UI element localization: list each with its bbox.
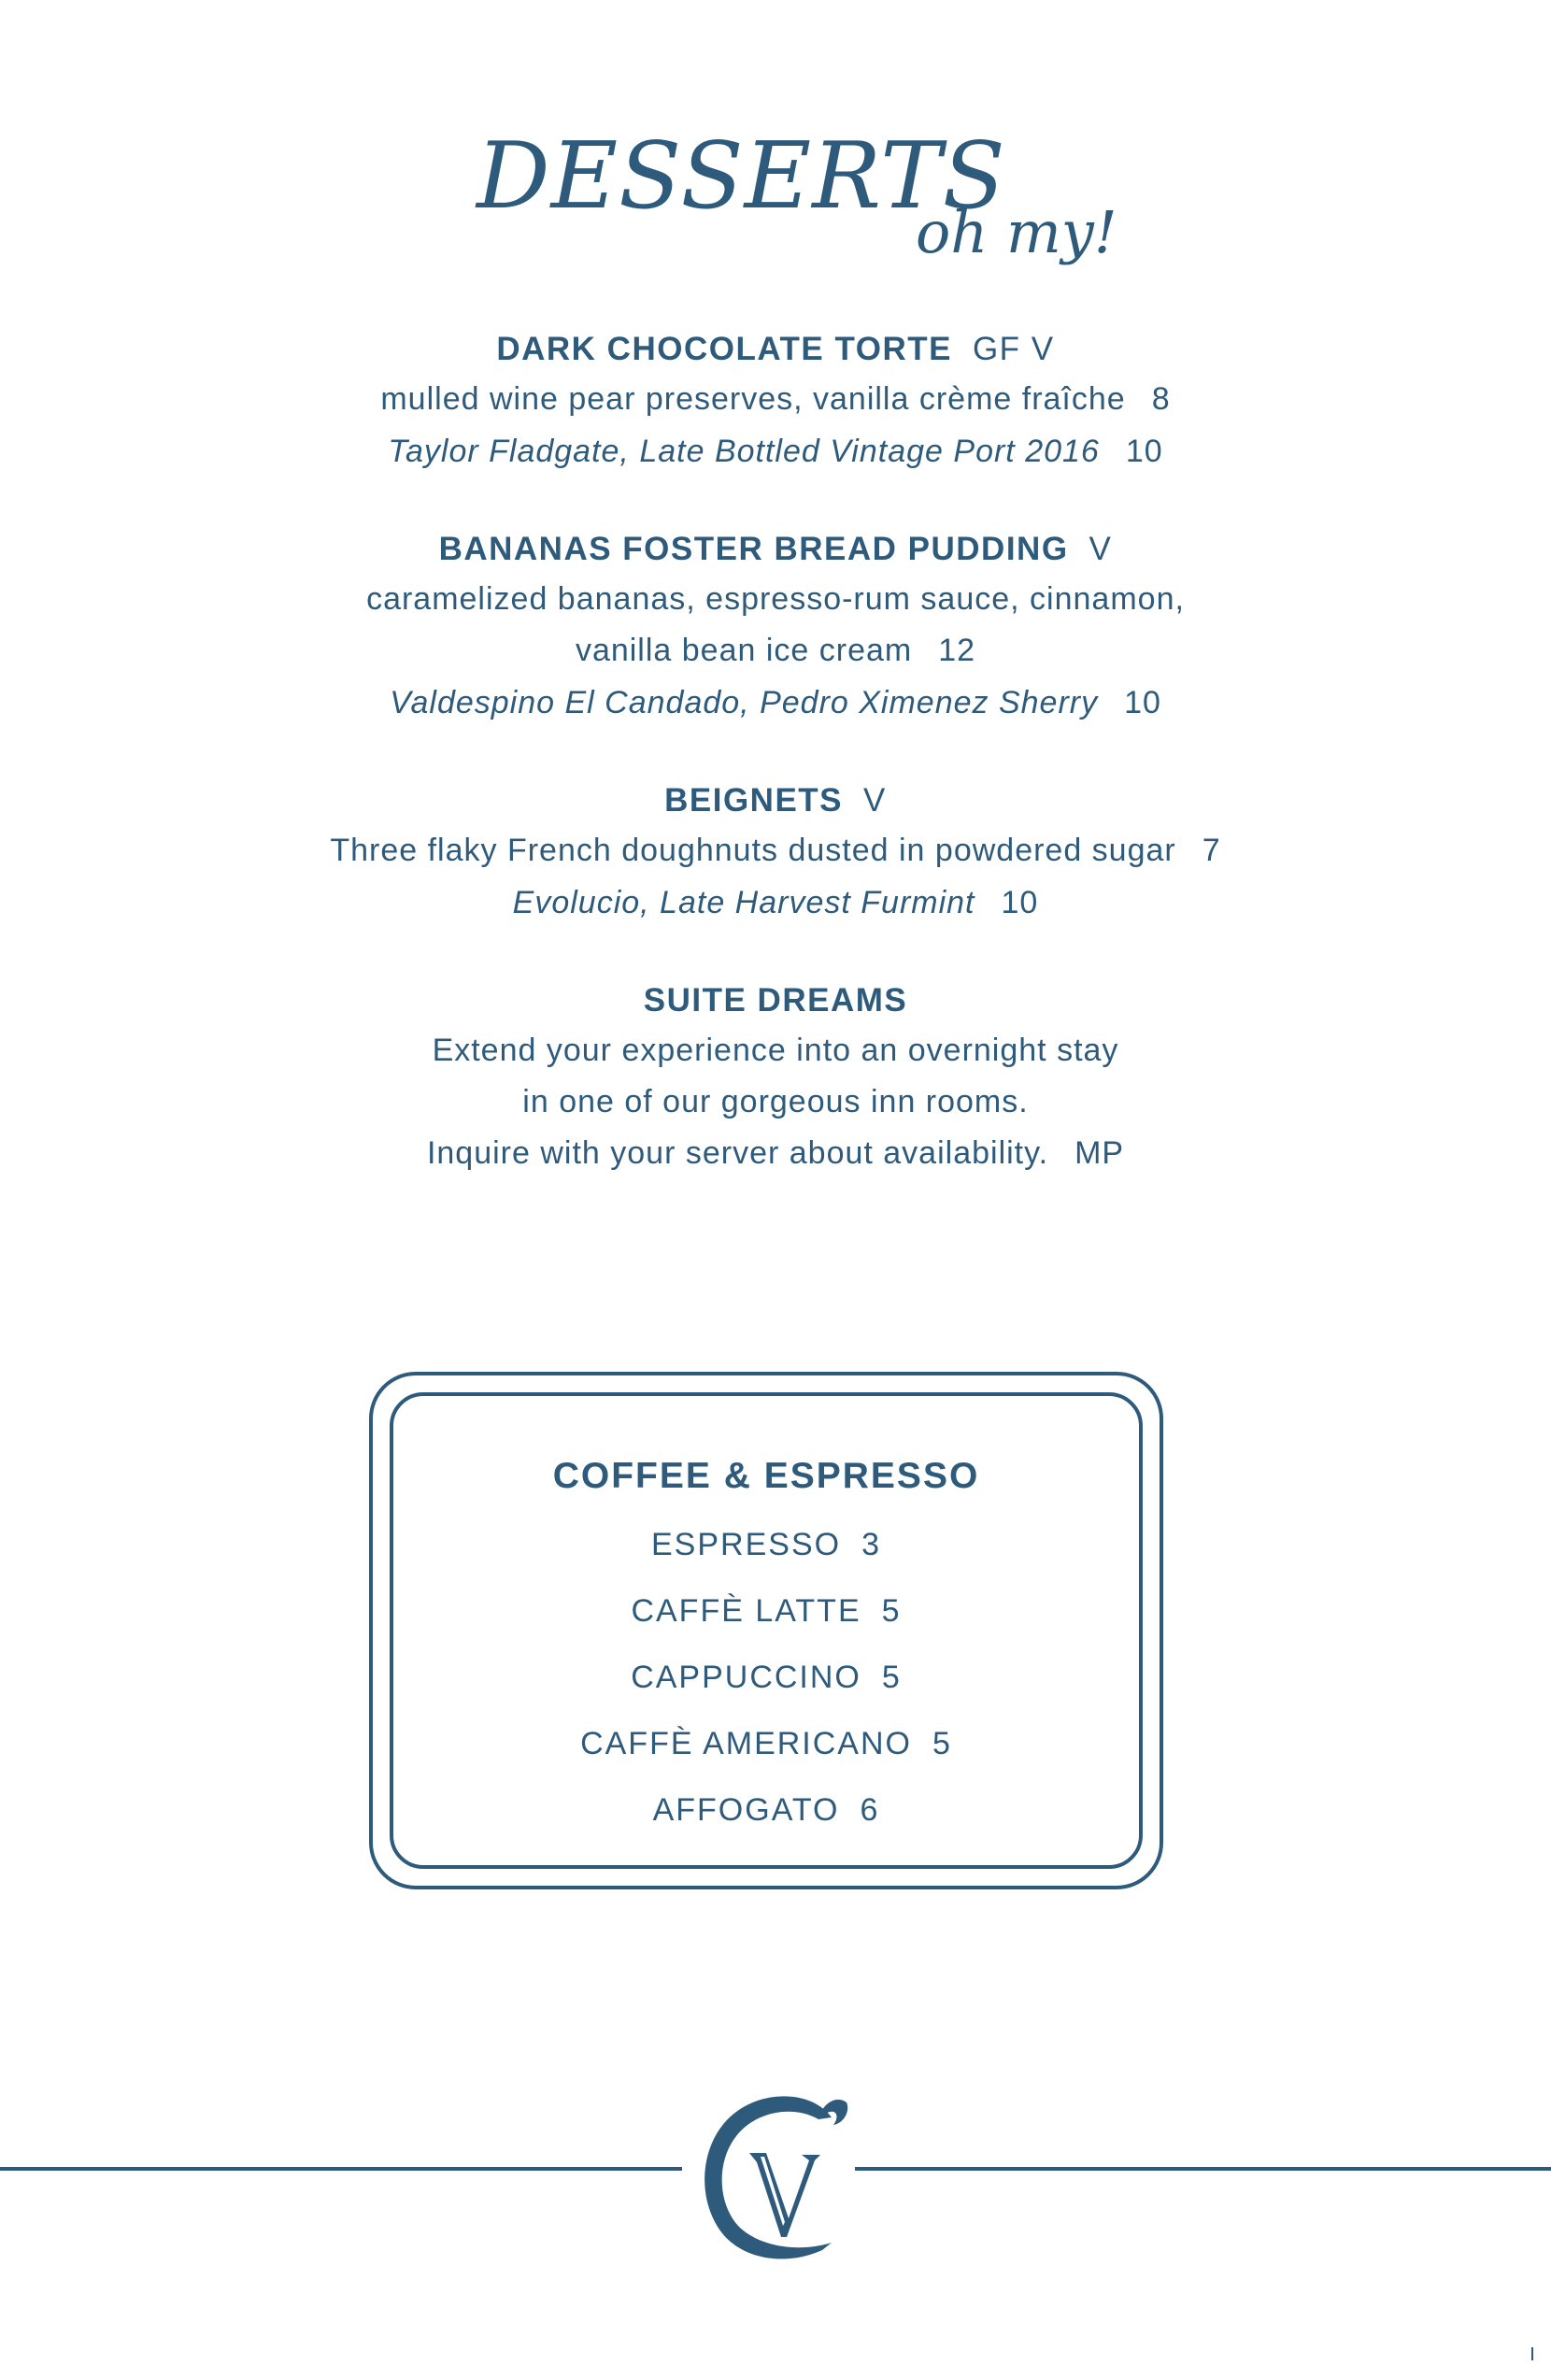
coffee-name: ESPRESSO xyxy=(651,1527,842,1562)
description-text: caramelized bananas, espresso-rum sauce, cinnamon, xyxy=(366,581,1185,617)
menu-item-beignets xyxy=(0,777,1551,930)
dessert-list xyxy=(0,325,1551,1226)
coffee-price: 3 xyxy=(861,1527,881,1562)
menu-item-description xyxy=(0,1076,1551,1128)
coffee-price: 5 xyxy=(932,1726,952,1761)
menu-item-suite-dreams xyxy=(0,976,1551,1179)
item-price: 8 xyxy=(1151,381,1171,417)
footer-rule-right xyxy=(855,2167,1551,2171)
description-text: Extend your experience into an overnight stay xyxy=(432,1033,1119,1068)
wine-price: 10 xyxy=(1124,685,1161,720)
logo-v-stroke xyxy=(749,2153,820,2237)
menu-item-name: BEIGNETS xyxy=(664,782,844,819)
menu-item-heading xyxy=(0,325,1551,374)
wine-price: 10 xyxy=(1001,885,1039,920)
page-title: DESSERTS xyxy=(477,123,1006,230)
menu-item-heading xyxy=(0,525,1551,574)
coffee-name: AFFOGATO xyxy=(652,1792,840,1828)
menu-item-name: DARK CHOCOLATE TORTE xyxy=(496,331,952,367)
logo-v-hairline xyxy=(761,2157,785,2226)
logo-flourish xyxy=(818,2100,847,2125)
menu-item-description xyxy=(0,574,1551,625)
item-price: 7 xyxy=(1202,833,1221,868)
menu-item-bananas-foster-bread-pudding xyxy=(0,525,1551,730)
item-price: 12 xyxy=(938,633,976,668)
page-edge-mark xyxy=(1531,2347,1533,2360)
coffee-box-inner xyxy=(390,1392,1143,1869)
menu-item-dark-chocolate-torte xyxy=(0,325,1551,478)
description-text: Inquire with your server about availability. xyxy=(426,1135,1049,1171)
coffee-name: CAFFÈ LATTE xyxy=(631,1593,861,1629)
wine-price: 10 xyxy=(1125,434,1163,469)
description-text: Three flaky French doughnuts dusted in powdered sugar xyxy=(330,833,1176,868)
menu-item-heading xyxy=(0,976,1551,1025)
dietary-tags: GF V xyxy=(972,331,1055,367)
wine-pairing xyxy=(0,677,1551,730)
coffee-list xyxy=(393,1512,1139,1844)
menu-item-description xyxy=(0,625,1551,677)
menu-item-description xyxy=(0,374,1551,425)
coffee-price: 5 xyxy=(881,1593,902,1629)
description-text: vanilla bean ice cream xyxy=(575,633,913,668)
wine-pairing xyxy=(0,876,1551,930)
coffee-box xyxy=(369,1372,1163,1889)
wine-name: Valdespino El Candado, Pedro Ximenez Sherry xyxy=(390,685,1099,720)
wine-name: Evolucio, Late Harvest Furmint xyxy=(512,885,975,920)
coffee-item xyxy=(393,1645,1139,1711)
menu-item-name: SUITE DREAMS xyxy=(643,982,908,1019)
menu-item-description xyxy=(0,825,1551,876)
coffee-item xyxy=(393,1512,1139,1578)
menu-item-description xyxy=(0,1128,1551,1179)
coffee-item xyxy=(393,1578,1139,1645)
coffee-item xyxy=(393,1777,1139,1844)
menu-item-heading xyxy=(0,777,1551,825)
coffee-name: CAPPUCCINO xyxy=(631,1660,861,1695)
page-subtitle: oh my! xyxy=(916,198,1117,266)
page-header xyxy=(0,121,1551,280)
coffee-price: 5 xyxy=(881,1660,902,1695)
coffee-name: CAFFÈ AMERICANO xyxy=(580,1726,912,1761)
wine-pairing xyxy=(0,425,1551,478)
dietary-tags: V xyxy=(863,782,887,819)
description-text: in one of our gorgeous inn rooms. xyxy=(522,1084,1029,1119)
menu-item-name: BANANAS FOSTER BREAD PUDDING xyxy=(438,531,1069,567)
menu-item-description xyxy=(0,1025,1551,1076)
dietary-tags: V xyxy=(1089,531,1113,567)
item-price: MP xyxy=(1074,1135,1125,1171)
description-text: mulled wine pear preserves, vanilla crème fraîche xyxy=(380,381,1126,417)
coffee-heading: COFFEE & ESPRESSO xyxy=(552,1456,980,1496)
wine-name: Taylor Fladgate, Late Bottled Vintage Port 2016 xyxy=(388,434,1100,469)
coffee-item xyxy=(393,1711,1139,1777)
coffee-price: 6 xyxy=(860,1792,880,1828)
footer-rule-left xyxy=(0,2167,682,2171)
cv-monogram-logo-icon xyxy=(691,2082,850,2264)
